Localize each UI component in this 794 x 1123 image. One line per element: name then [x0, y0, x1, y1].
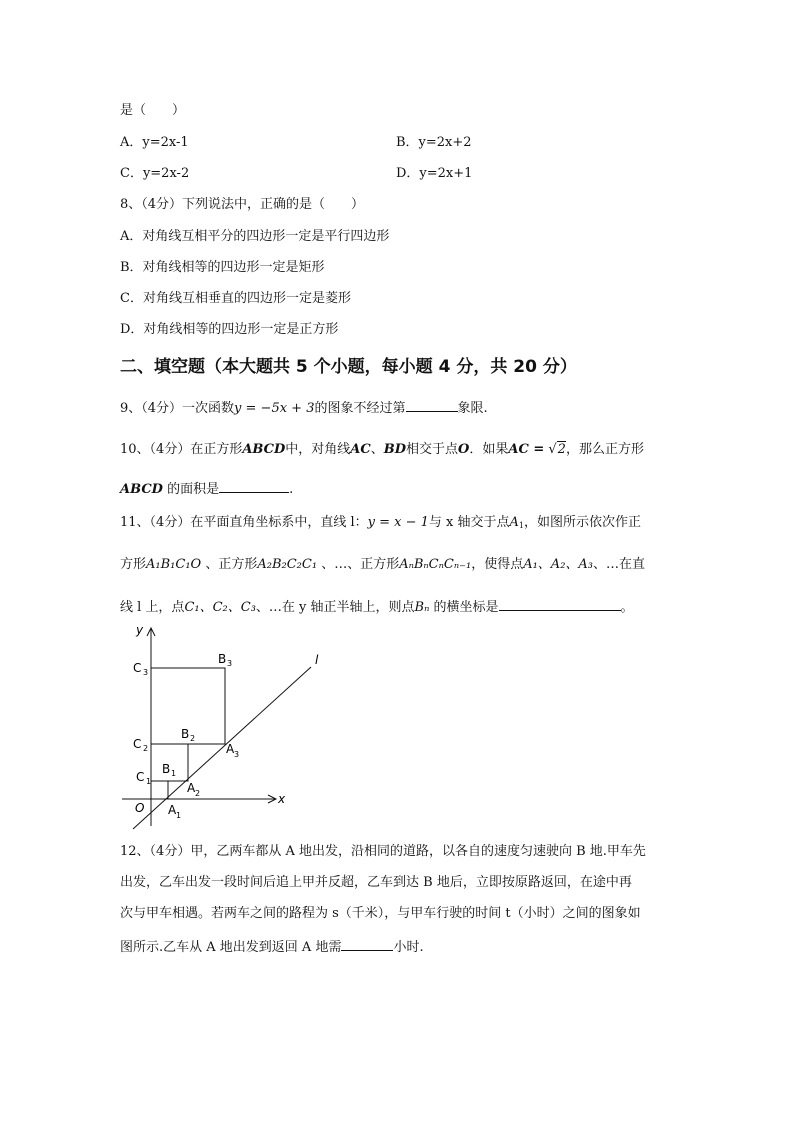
- q12-stem-line2: 出发，乙车出发一段时间后追上甲并反超，乙车到达 B 地后，立即按原路返回，在途中再: [120, 875, 632, 890]
- q12-text: 小时.: [393, 940, 424, 955]
- q11-text: 、…在直: [593, 557, 646, 572]
- q10-diagonal-bd: BD: [383, 442, 406, 457]
- q12-stem-line3: 次与甲车相遇。若两车之间的路程为 s（千米），与甲车行驶的时间 t（小时）之间的图象如: [120, 906, 641, 921]
- q7-option-c[interactable]: C．y=2x-2: [120, 166, 190, 181]
- q10-text: 相交于点: [406, 442, 459, 457]
- label-c3-sub: 3: [143, 668, 149, 677]
- label-b1: B: [162, 762, 171, 776]
- label-c3: C: [133, 661, 142, 675]
- q11-text: ，使得点: [471, 557, 524, 572]
- q11-text: 线 l 上，点: [120, 600, 185, 615]
- q10-text: ．如果: [469, 442, 509, 457]
- q11-text: 、…、正方形: [321, 557, 400, 572]
- q7-option-a[interactable]: A．y=2x-1: [120, 135, 189, 150]
- q10-text: 的面积是: [167, 482, 220, 497]
- q11-square-1: A₁B₁C₁O: [146, 557, 202, 572]
- square-1: [151, 781, 168, 799]
- label-b3-sub: 3: [227, 659, 233, 668]
- label-a3: A: [226, 742, 235, 756]
- q10-sqrt-value: 2: [557, 442, 566, 457]
- sqrt-symbol: √: [548, 442, 557, 457]
- label-b2-sub: 2: [190, 734, 196, 743]
- q10-square-name: ABCD: [242, 442, 286, 457]
- label-c2-sub: 2: [143, 744, 149, 753]
- label-l: l: [315, 653, 319, 667]
- label-a3-sub: 3: [234, 750, 240, 759]
- q7-option-b[interactable]: B．y=2x+2: [396, 135, 472, 150]
- q8-option-d[interactable]: D．对角线相等的四边形一定是正方形: [120, 322, 339, 337]
- label-b3: B: [218, 652, 227, 666]
- q11-points-a: A₁、A₂、A₃: [523, 557, 594, 572]
- q10-text: .: [289, 482, 294, 497]
- q10-separator: 、: [370, 442, 384, 457]
- q7-option-d[interactable]: D．y=2x+1: [396, 166, 473, 181]
- q9-suffix-a: 的图象不经过第: [314, 401, 406, 416]
- q11-points-c: C₁、C₂、C₃: [184, 600, 256, 615]
- label-y: y: [136, 623, 144, 637]
- q10-text: ，那么正方形: [565, 442, 644, 457]
- label-b1-sub: 1: [171, 769, 177, 778]
- q9-suffix-b: 象限.: [457, 401, 488, 416]
- q12-answer-blank[interactable]: [341, 937, 393, 951]
- q10-diagonal-ac: AC: [350, 442, 371, 457]
- label-a1: A: [168, 803, 177, 817]
- q10-prefix: 10、（4分）在正方形: [120, 442, 243, 457]
- q11-text: 、…在 y 轴正半轴上，则点: [255, 600, 415, 615]
- q10-equation: AC =: [508, 442, 545, 457]
- label-x: x: [278, 792, 286, 806]
- q11-line-formula: y = x − 1: [367, 515, 429, 530]
- q11-text: 与 x 轴交于点: [428, 515, 510, 530]
- label-b2: B: [181, 727, 190, 741]
- q11-text: 11、（4分）在平面直角坐标系中，直线 l：: [120, 515, 368, 530]
- q8-option-a[interactable]: A．对角线互相平分的四边形一定是平行四边形: [120, 229, 390, 244]
- label-c1: C: [136, 770, 145, 784]
- label-c2: C: [133, 737, 142, 751]
- q8-stem: 8、（4分）下列说法中，正确的是（ ）: [120, 197, 365, 212]
- q12-text: 图所示.乙车从 A 地出发到返回 A 地需: [120, 940, 342, 955]
- q11-text: 。: [620, 600, 634, 615]
- q7-stem-tail: 是（ ）: [120, 103, 186, 118]
- q11-square-2: A₂B₂C₂C₁: [257, 557, 318, 572]
- label-a1-sub: 1: [176, 811, 182, 820]
- q10-square-name: ABCD: [120, 482, 163, 497]
- label-c1-sub: 1: [146, 777, 152, 786]
- q11-text: ，如图所示依次作正: [523, 515, 641, 530]
- q11-text: 方形: [120, 557, 147, 572]
- label-origin: O: [135, 801, 145, 815]
- q11-point-a1-sub: 1: [518, 521, 524, 530]
- label-a2-sub: 2: [195, 789, 201, 798]
- q11-point-a1: A: [509, 515, 519, 530]
- q8-option-b[interactable]: B．对角线相等的四边形一定是矩形: [120, 260, 325, 275]
- q9-prefix: 9、（4分）一次函数: [120, 401, 235, 416]
- q12-stem-line1: 12、（4分）甲，乙两车都从 A 地出发，沿相同的道路，以各自的速度匀速驶向 B 地.甲车先: [120, 844, 646, 859]
- q10-point-o: O: [458, 442, 470, 457]
- q12-stem-line4: [120, 937, 424, 957]
- q11-point-bn: Bₙ: [414, 600, 430, 615]
- q10-text: 中，对角线: [285, 442, 351, 457]
- label-a2: A: [187, 781, 196, 795]
- q8-option-c[interactable]: C．对角线互相垂直的四边形一定是菱形: [120, 291, 351, 306]
- q11-text: 、正方形: [205, 557, 258, 572]
- q11-square-n: AₙBₙCₙCₙ₋₁: [399, 557, 472, 572]
- q9-formula: y = −5x + 3: [234, 401, 315, 416]
- q11-text: 的横坐标是: [433, 600, 499, 615]
- section-heading-fill-in: 二、填空题（本大题共 5 个小题，每小题 4 分，共 20 分）: [120, 357, 577, 377]
